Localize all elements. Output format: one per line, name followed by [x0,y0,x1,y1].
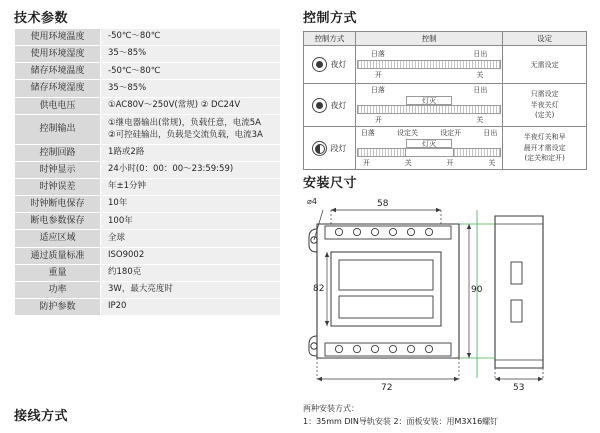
half-moon-icon [312,141,327,156]
mode-cell-2 [304,84,356,127]
table-row [15,80,281,97]
spec-value: IP20 [101,298,281,315]
table-header-row [304,32,587,46]
spec-value: 100年 [101,213,281,230]
timeline-segment [406,149,454,156]
label-on-2: 开 [446,159,454,167]
table-row [15,144,281,161]
spec-value: 1路或2路 [101,144,281,161]
spec-value: -50℃～80℃ [101,63,281,80]
setting-line-1: 只需设定 [530,90,559,99]
spec-key: 时钟断电保存 [15,196,101,213]
mode-cell-3 [304,127,356,170]
setting-line-2: 晨开才需设定 [523,143,566,152]
setting-line-1: 半夜灯关和早 [523,133,566,142]
header-setting: 设定 [503,32,587,46]
spec-key: 重量 [15,264,101,281]
spec-value: ISO9002 [101,247,281,264]
header-control: 控制 [355,32,502,46]
spec-value: -50℃～80℃ [101,29,281,46]
label-sunrise: 日出 [473,50,488,58]
dimension-drawing [299,196,589,396]
hole-diameter-label: ⌀4 [307,197,317,206]
label-sunrise: 日出 [473,86,488,94]
table-row [15,46,281,63]
mode-label: 段灯 [330,143,347,153]
dimension-svg [299,196,589,396]
timeline-segment [358,149,406,156]
mode-cell-1 [304,46,356,84]
label-off: 关 [476,116,484,124]
label-off: 关 [476,71,484,79]
timeline-segment [454,149,501,156]
spec-key: 控制回路 [15,144,101,161]
label-on: 开 [374,116,382,124]
table-row [304,84,587,127]
setting-cell-1: 无需设定 [503,46,587,84]
table-row [15,196,281,213]
label-on: 开 [362,159,370,167]
spec-key: 储存环境温度 [15,63,101,80]
timeline-bar [357,60,501,69]
header-mode: 控制方式 [304,32,356,46]
spec-key: 控制输出 [15,114,101,144]
table-row [15,213,281,230]
section-title-dimensions: 安装尺寸 [303,176,358,191]
setting-line-3: (定关) [534,111,555,120]
label-off-2: 关 [488,159,496,167]
spec-value: 10年 [101,196,281,213]
mode-label: 夜灯 [330,60,347,69]
spec-key: 使用环境湿度 [15,46,101,63]
control-diagram-3 [355,127,502,170]
spec-value: 年±1分钟 [101,178,281,195]
table-row [15,97,281,114]
table-row [304,127,587,170]
spec-key: 使用环境温度 [15,29,101,46]
spec-value: 24小时(0：00：00～23:59:59) [101,161,281,178]
spec-key: 断电参数保存 [15,213,101,230]
spec-value: 全球 [101,230,281,247]
mounting-note-2: 1：35mm DIN导轨安装 2：面板安装：用M3X16螺钉 [303,417,499,426]
lamp-off-box: 灯灭 [406,96,452,105]
timeline-bar [357,148,501,157]
mode-label: 夜灯 [330,100,347,110]
control-diagram-1 [355,46,502,84]
spec-key: 适应区域 [15,230,101,247]
setting-line-2: 半夜关灯 [530,100,559,109]
table-row [15,230,281,247]
spec-key: 储存环境湿度 [15,80,101,97]
label-set-on: 设定开 [440,129,462,137]
spec-key: 时钟显示 [15,161,101,178]
setting-line-3: (定关和定开) [524,154,565,163]
lamp-off-box: 灯灭 [406,139,452,148]
table-row [15,114,281,144]
spec-key: 通过质量标准 [15,247,101,264]
spec-key: 功率 [15,281,101,298]
moon-icon [312,57,327,72]
spec-value: 35～85% [101,46,281,63]
spec-key: 防护参数 [15,298,101,315]
section-title-specs: 技术参数 [14,11,69,26]
spec-value-line-2: ②可控硅输出，负载是交流负载，电流3A [108,130,263,141]
label-set-off: 设定关 [397,129,419,137]
spec-value: 3W，最大亮度时 [101,281,281,298]
moon-icon [312,98,327,113]
setting-cell-2 [503,84,587,127]
spec-value-line-1: ①继电器输出(常规)，负载任意，电流5A [108,117,261,128]
dim-left-height: 82 [313,284,325,294]
spec-value [101,114,281,144]
control-diagram-2 [355,84,502,127]
table-row [15,29,281,46]
table-row [15,264,281,281]
label-off: 关 [404,159,412,167]
spec-table [14,28,281,316]
spec-value: 约180克 [101,264,281,281]
table-row [15,178,281,195]
spec-value: 35～85% [101,80,281,97]
spec-key: 时钟误差 [15,178,101,195]
control-mode-table [303,31,587,170]
section-title-wiring: 接线方式 [14,409,69,424]
table-row [15,247,281,264]
mounting-note-1: 两种安装方式： [303,404,359,413]
label-sunset: 日落 [360,129,375,137]
table-row [304,46,587,84]
dim-bottom-width: 72 [381,383,393,393]
table-row [15,161,281,178]
label-sunset: 日落 [370,86,385,94]
label-on: 开 [374,71,382,79]
label-sunrise: 日出 [483,129,498,137]
table-row [15,63,281,80]
spec-value: ①AC80V～250V(常规) ② DC24V [101,97,281,114]
label-sunset: 日落 [370,50,385,58]
spec-key: 供电电压 [15,97,101,114]
table-row [15,281,281,298]
table-row [15,298,281,315]
dim-right-height: 90 [471,285,483,295]
timeline-bar [357,105,501,114]
setting-cell-3 [503,127,587,170]
dim-side-width: 53 [513,383,525,393]
section-title-control: 控制方式 [303,11,358,26]
dim-top-width: 58 [377,199,389,209]
